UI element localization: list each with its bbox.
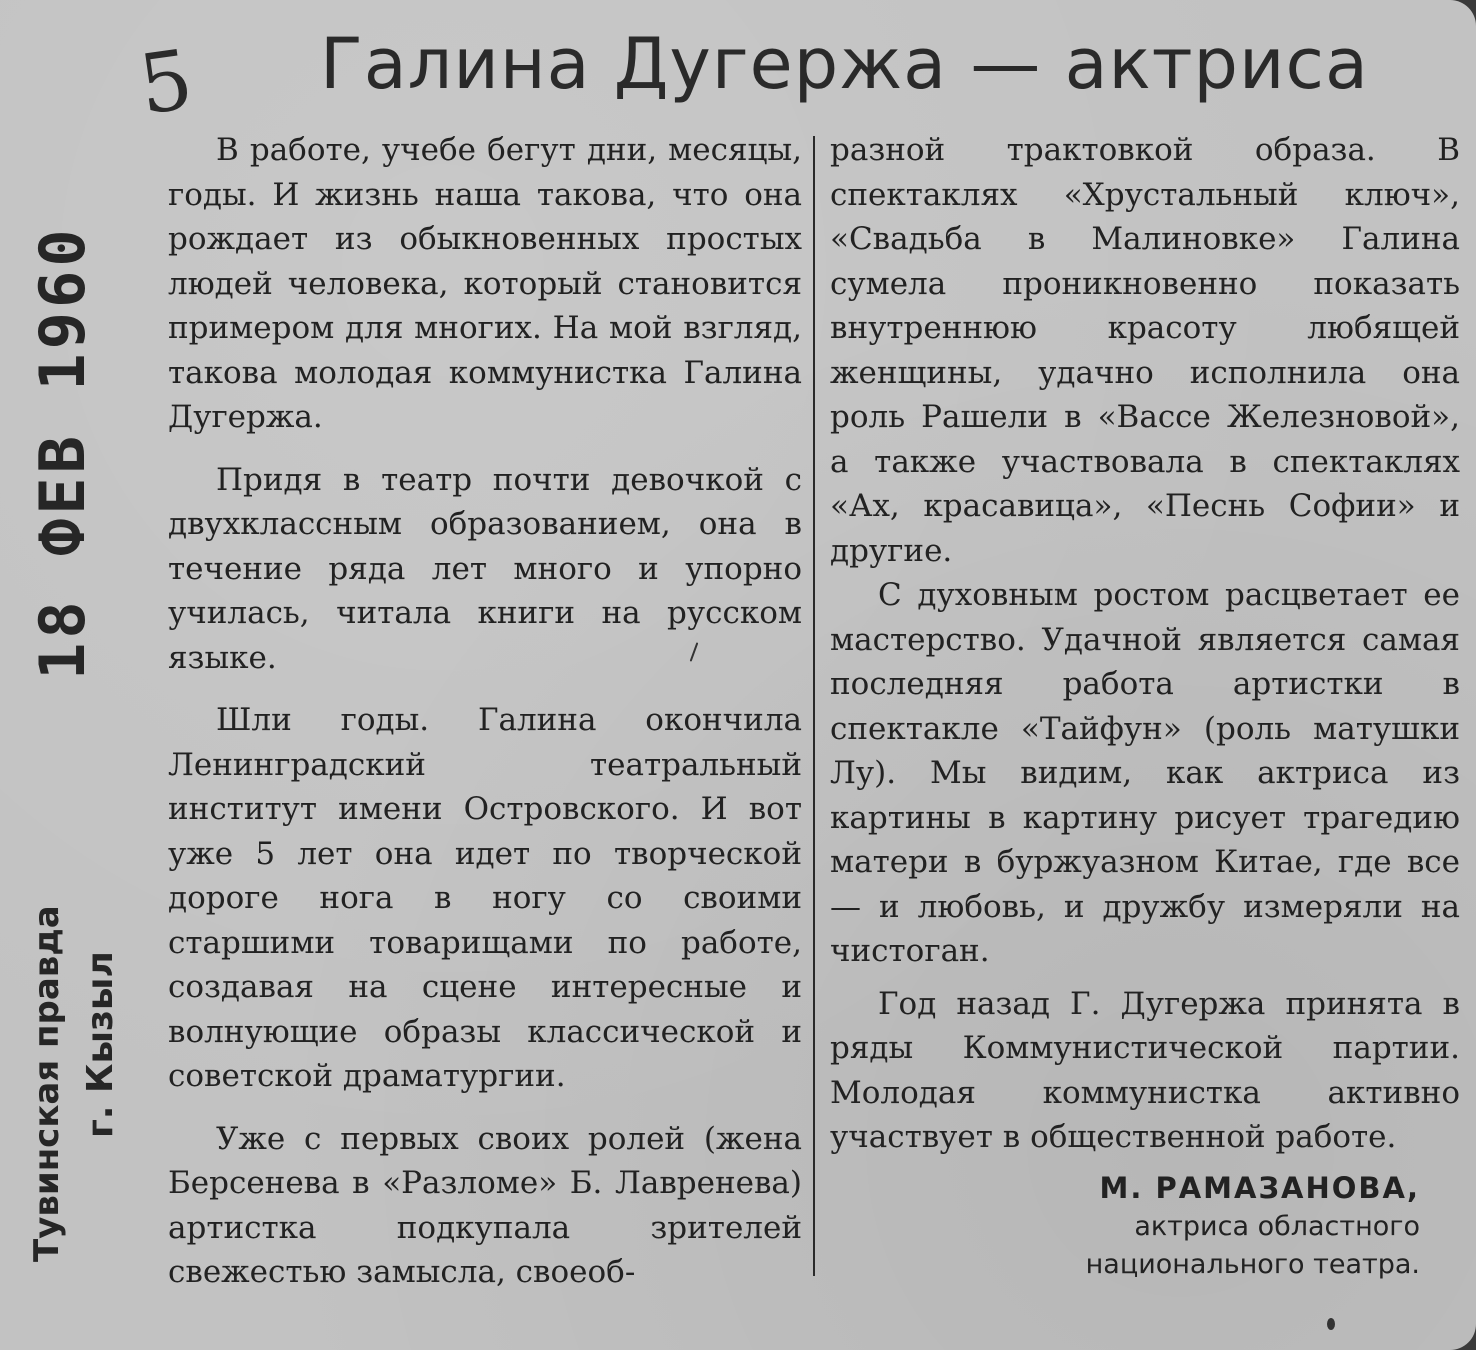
paragraph-continuation: разной трактовкой образа. В спектаклях «Хрустальный ключ», «Свадьба в Малиновке» Галина сумела проникновенно показать внутреннюю красоту любящей женщины, удачно исполнила она роль Рашели в «Вассе Железновой», а также участвовала в спектаклях «Ах, красавица», «Песнь Софии» и другие. [830,132,1460,569]
right-column [830,128,1460,1160]
paragraph: Придя в театр почти девочкой с двухклассным образованием, она в течение ряда лет много и упорно училась, читала книги на русском языке. [168,461,802,676]
author-role: актриса областного [1134,1211,1420,1242]
paragraph: С духовным ростом расцветает ее мастерство. Удачной является самая последняя работа артистки в спектакле «Тайфун» (роль матушки Лу). Мы видим, как актриса из картины в картину рисует трагедию матери в буржуазном Китае, где все— и любовь, и дружбу измеряли на чистоган. [830,577,1460,969]
source-stamp: Тувинская правда [27,905,67,1262]
city-stamp: г. Кызыл [80,951,121,1138]
author-name: М. РАМАЗАНОВА, [1099,1171,1420,1205]
paragraph: В работе, учебе бегут дни, месяцы, годы. И жизнь наша такова, что она рождает из обыкновенных простых людей человека, который становится примером для многих. На мой взгляд, такова молодая коммунистка Галина Дугержа. [168,132,802,435]
date-stamp: 18 ФЕВ 1960 [26,225,99,680]
article-title: Галина Дугержа — актриса [320,23,1369,105]
ink-speck [1327,1318,1335,1330]
left-column [168,128,802,1295]
paragraph: Год назад Г. Дугержа принята в ряды Коммунистической партии. Молодая коммунистка активно участвует в общественной работе. [830,985,1460,1155]
column-divider [813,136,815,1276]
author-role: национального театра. [1085,1249,1420,1280]
handwritten-number: 5 [133,32,199,134]
paragraph: Уже с первых своих ролей (жена Берсенева в «Разломе» Б. Лавренева) артистка подкупала зрителей свежестью замысла, своеоб- [168,1120,802,1290]
author-signature [1000,1168,1420,1284]
paragraph: Шли годы. Галина окончила Ленинградский театральный институт имени Островского. И вот уже 5 лет она идет по творческой дороге нога в ногу со своими старшими товарищами по работе, создавая на сцене интересные и волнующие образы классической и советской драматургии. [168,702,802,1094]
